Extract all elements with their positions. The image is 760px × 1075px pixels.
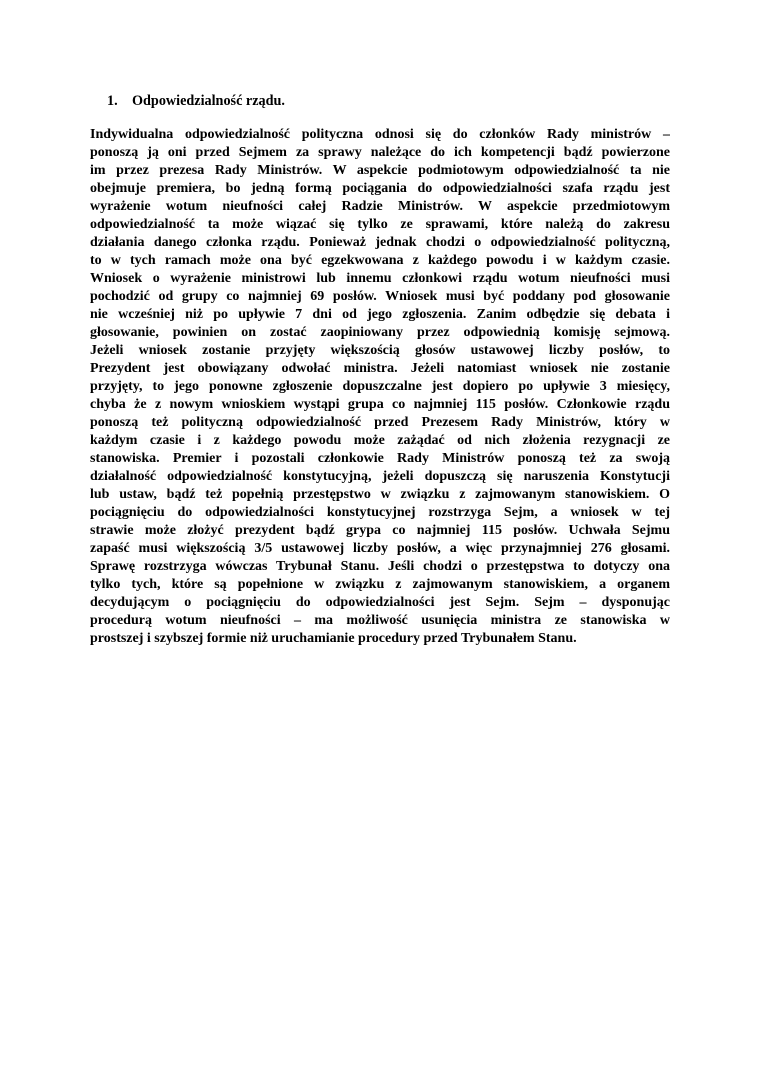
section-heading [107,92,285,110]
paragraph-line: chyba że z nowym wnioskiem wystąpi grupa co najmniej 115 posłów. Członkowie rządu [90,397,670,412]
paragraph-line: obejmuje premiera, bo jedną formą pociągania do odpowiedzialności szafa rządu jest [90,181,670,196]
paragraph-line: prostszej i szybszej formie niż uruchamianie procedury przed Trybunałem Stanu. [90,631,577,646]
paragraph-line: pochodzić od grupy co najmniej 69 posłów. Wniosek musi być poddany pod głosowanie [90,289,670,304]
paragraph-line: decydującym o pociągnięciu do odpowiedzialności jest Sejm. Sejm – dysponując [90,595,670,610]
paragraph-line: Indywidualna odpowiedzialność polityczna odnosi się do członków Rady ministrów – [90,127,670,142]
paragraph-line: Prezydent jest obowiązany odwołać ministra. Jeżeli natomiast wniosek nie zostanie [90,361,670,376]
paragraph-line: przyjęty, to jego ponowne zgłoszenie dopuszczalne jest dopiero po upływie 3 miesięcy, [90,379,670,394]
paragraph-line: stanowiska. Premier i pozostali członkowie Rady Ministrów ponoszą też za swoją [90,451,670,466]
paragraph-line: pociągnięciu do odpowiedzialności konstytucyjnej rozstrzyga Sejm, a wniosek w tej [90,505,670,520]
paragraph-line: działalność odpowiedzialność konstytucyjną, jeżeli dopuszczą się naruszenia Konstytucji [90,469,670,484]
paragraph-line: procedurą wotum nieufności – ma możliwość usunięcia ministra ze stanowiska w [90,613,670,628]
paragraph-line: tylko tych, które są popełnione w związku z zajmowanym stanowiskiem, a organem [90,577,670,592]
paragraph-line: ponoszą też polityczną odpowiedzialność przed Prezesem Rady Ministrów, który w [90,415,670,430]
paragraph-line: im przez prezesa Rady Ministrów. W aspekcie podmiotowym odpowiedzialność ta nie [90,163,670,178]
paragraph-line: nie wcześniej niż po upływie 7 dni od jego zgłoszenia. Zanim odbędzie się debata i [90,307,670,322]
paragraph-line: ponoszą ją oni przed Sejmem za sprawy należące do ich kompetencji bądź powierzone [90,145,670,160]
paragraph-line: działania danego członka rządu. Ponieważ jednak chodzi o odpowiedzialność polityczną, [90,235,670,250]
paragraph-line: odpowiedzialność ta może wiązać się tylko ze sprawami, które należą do zakresu [90,217,670,232]
paragraph-line: Wniosek o wyrażenie ministrowi lub innemu członkowi rządu wotum nieufności musi [90,271,670,286]
paragraph-line: lub ustaw, bądź też popełnią przestępstwo w związku z zajmowanym stanowiskiem. O [90,487,670,502]
paragraph-line: to w tych ramach może ona być egzekwowana z każdego powodu i w każdym czasie. [90,253,670,268]
section-title: Odpowiedzialność rządu. [132,93,285,109]
section-number: 1. [107,93,118,109]
paragraph-line: wyrażenie wotum nieufności całej Radzie Ministrów. W aspekcie przedmiotowym [90,199,670,214]
paragraph-line: Sprawę rozstrzyga wówczas Trybunał Stanu. Jeśli chodzi o przestępstwa to dotyczy ona [90,559,670,574]
paragraph-line: strawie może złożyć prezydent bądź grypa co najmniej 115 posłów. Uchwała Sejmu [90,523,670,538]
paragraph-line: każdym czasie i z każdego powodu może zażądać od nich złożenia rezygnacji ze [90,433,670,448]
body-paragraph [90,126,670,648]
paragraph-line: Jeżeli wniosek zostanie przyjęty większością głosów ustawowej liczby posłów, to [90,343,670,358]
paragraph-line: zapaść musi większością 3/5 ustawowej liczby posłów, a więc przynajmniej 276 głosami. [90,541,670,556]
paragraph-line: głosowanie, powinien on zostać zaopiniowany przez odpowiednią komisję sejmową. [90,325,670,340]
